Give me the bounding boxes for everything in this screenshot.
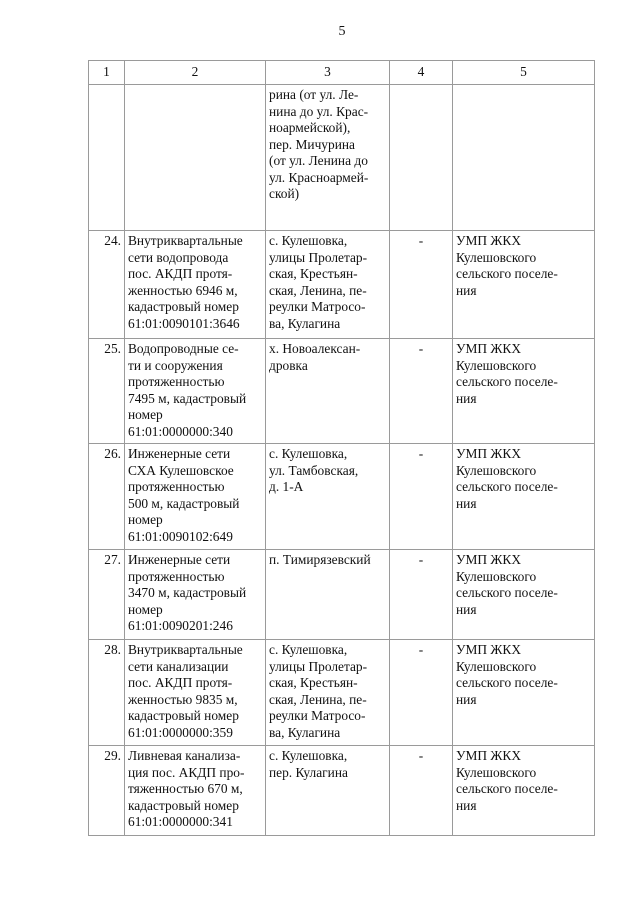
column-4-value: - [390, 444, 453, 550]
table-header [89, 61, 595, 85]
column-header-2: 2 [125, 61, 266, 85]
object-description: Внутриквартальные сети водопровода пос. АКДП протя- женностью 6946 м, кадастровый номер 61:01:0090101:3646 [125, 231, 266, 339]
continuation-holder-cell [453, 85, 595, 231]
continuation-row [89, 85, 595, 231]
object-description: Водопроводные се- ти и сооружения протяженностью 7495 м, кадастровый номер 61:01:0000000:340 [125, 339, 266, 444]
row-number: 28. [89, 640, 125, 746]
object-description: Инженерные сети СХА Кулешовское протяженностью 500 м, кадастровый номер 61:01:0090102:649 [125, 444, 266, 550]
continuation-object-cell [125, 85, 266, 231]
object-description: Инженерные сети протяженностью 3470 м, кадастровый номер 61:01:0090201:246 [125, 550, 266, 640]
column-header-3: 3 [266, 61, 390, 85]
object-location: с. Кулешовка, улицы Пролетар- ская, Крестьян- ская, Ленина, пе- реулки Матросо- ва, Кулагина [266, 231, 390, 339]
right-holder: УМП ЖКХ Кулешовского сельского поселе- ния [453, 746, 595, 836]
right-holder: УМП ЖКХ Кулешовского сельского поселе- ния [453, 231, 595, 339]
right-holder: УМП ЖКХ Кулешовского сельского поселе- ния [453, 640, 595, 746]
object-location: с. Кулешовка, пер. Кулагина [266, 746, 390, 836]
page-number: 5 [338, 24, 346, 39]
column-header-5: 5 [453, 61, 595, 85]
header-row [89, 61, 595, 85]
object-location: с. Кулешовка, улицы Пролетар- ская, Крестьян- ская, Ленина, пе- реулки Матросо- ва, Кулагина [266, 640, 390, 746]
row-number: 29. [89, 746, 125, 836]
table-row [89, 640, 595, 746]
object-description: Ливневая канализа- ция пос. АКДП про- тяженностью 670 м, кадастровый номер 61:01:0000000:341 [125, 746, 266, 836]
object-location: с. Кулешовка, ул. Тамбовская, д. 1-А [266, 444, 390, 550]
table-row [89, 746, 595, 836]
table-row [89, 444, 595, 550]
continuation-location-cell: рина (от ул. Ле- нина до ул. Крас- ноармейской), пер. Мичурина (от ул. Ленина до ул. Красноармей- ской) [266, 85, 390, 231]
column-4-value: - [390, 231, 453, 339]
row-number: 26. [89, 444, 125, 550]
continuation-col4-cell [390, 85, 453, 231]
object-description: Внутриквартальные сети канализации пос. АКДП протя- женностью 9835 м, кадастровый номер 61:01:0000000:359 [125, 640, 266, 746]
column-4-value: - [390, 640, 453, 746]
object-location: х. Новоалексан- дровка [266, 339, 390, 444]
column-header-4: 4 [390, 61, 453, 85]
column-4-value: - [390, 746, 453, 836]
column-4-value: - [390, 339, 453, 444]
column-header-1: 1 [89, 61, 125, 85]
table-row [89, 231, 595, 339]
row-number: 25. [89, 339, 125, 444]
table-body [89, 85, 595, 836]
row-number: 24. [89, 231, 125, 339]
object-location: п. Тимирязевский [266, 550, 390, 640]
table-row [89, 550, 595, 640]
continuation-num-cell [89, 85, 125, 231]
right-holder: УМП ЖКХ Кулешовского сельского поселе- ния [453, 550, 595, 640]
table-row [89, 339, 595, 444]
property-table [88, 60, 595, 836]
column-4-value: - [390, 550, 453, 640]
right-holder: УМП ЖКХ Кулешовского сельского поселе- ния [453, 444, 595, 550]
right-holder: УМП ЖКХ Кулешовского сельского поселе- ния [453, 339, 595, 444]
row-number: 27. [89, 550, 125, 640]
